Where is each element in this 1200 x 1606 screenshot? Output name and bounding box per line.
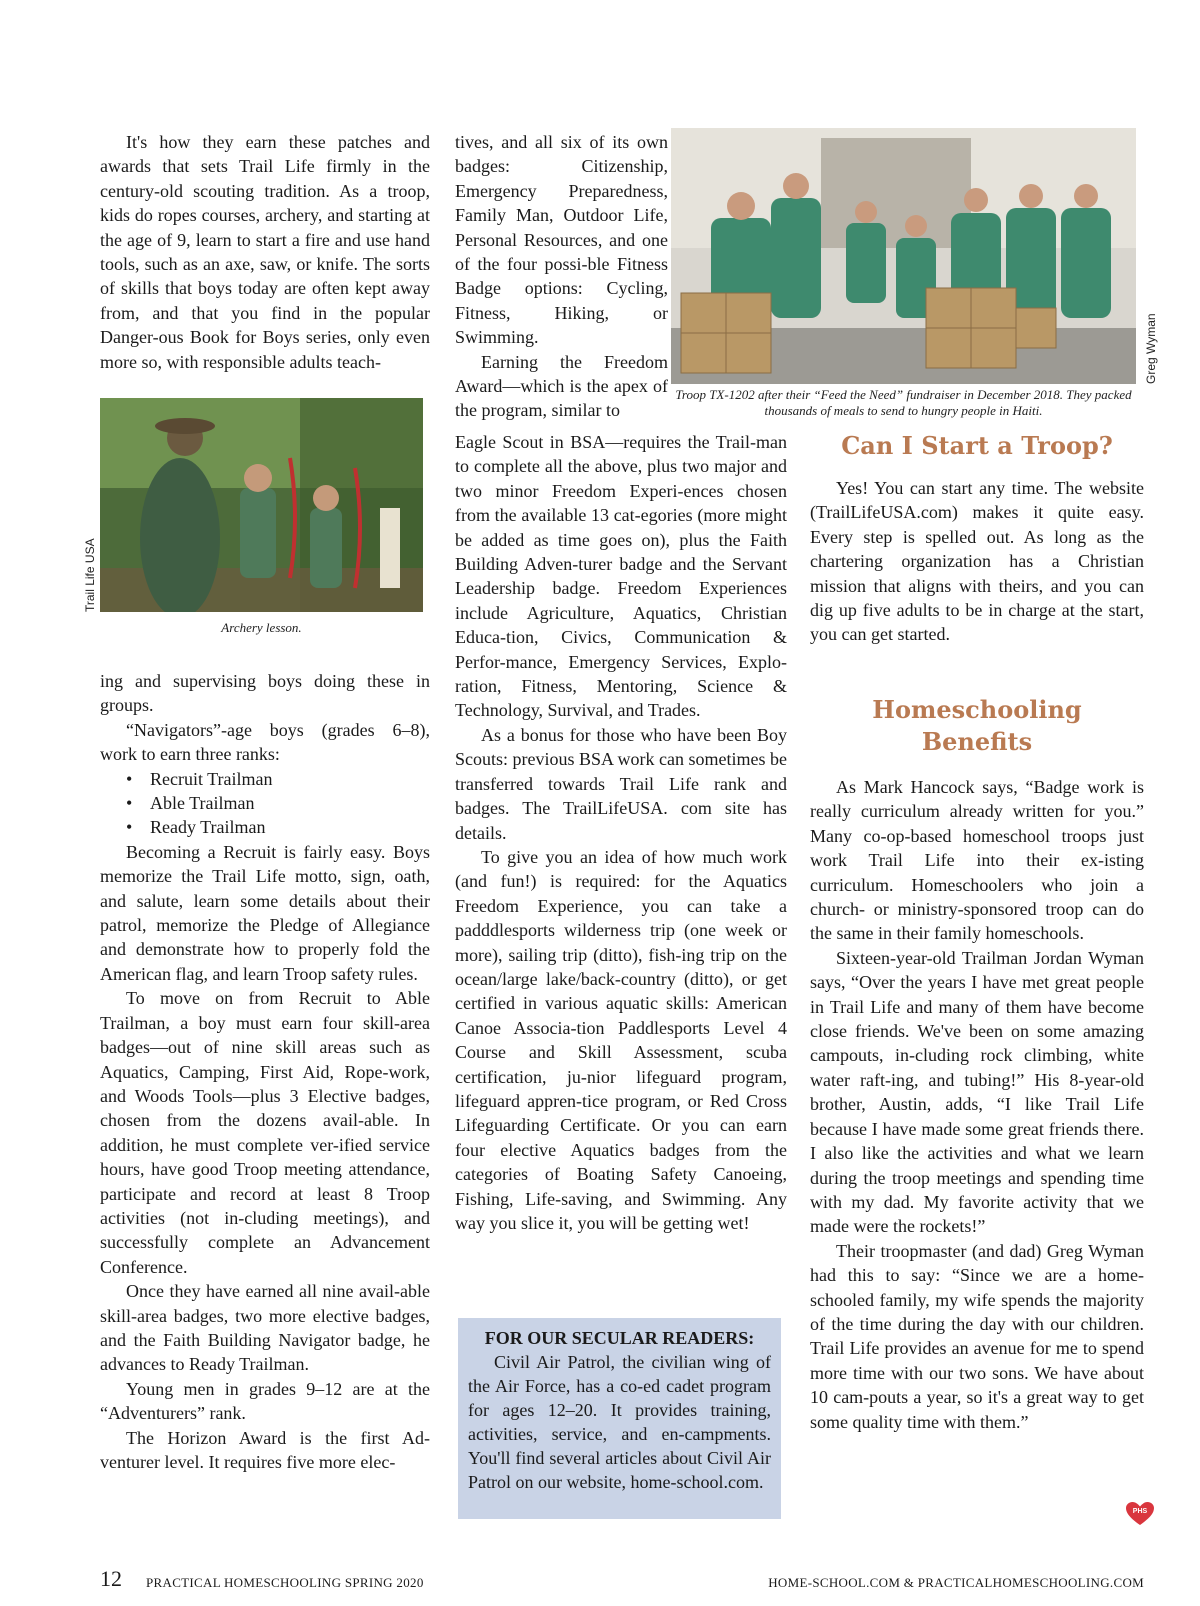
body-paragraph: tives, and all six of its own badges: Citizenship, Emergency Preparedness, Family Man, Outdoor Life, Personal Resources, and one of the four possi-ble Fitness Badge options: Cycling, Fitness, Hiking, or Swimming. bbox=[455, 132, 668, 348]
column-1-lower bbox=[100, 669, 430, 1474]
troop-photo bbox=[671, 128, 1136, 384]
column-3-lower bbox=[810, 775, 1144, 1434]
body-paragraph: As Mark Hancock says, “Badge work is really curriculum already written for you.” Many co-op-based homeschool troops just work Trail Life into their ex-isting curriculum. Homeschoolers who join a church- or ministry-sponsored troop can do the same in their family homeschools. bbox=[810, 777, 1144, 944]
sidebar-title: FOR OUR SECULAR READERS: bbox=[484, 1328, 755, 1348]
list-item: • Ready Trailman bbox=[126, 815, 430, 839]
photo-caption: Troop TX-1202 after their “Feed the Need” fundraiser in December 2018. They packed thousands of meals to send to hungry people in Haiti. bbox=[675, 387, 1132, 418]
body-paragraph: Young men in grades 9–12 are at the “Adventurers” rank. bbox=[100, 1378, 430, 1424]
list-item: • Recruit Trailman bbox=[126, 767, 430, 791]
section-heading: Can I Start a Troop? bbox=[841, 431, 1113, 460]
footer-website: HOME-SCHOOL.COM & PRACTICALHOMESCHOOLING.COM bbox=[768, 1575, 1144, 1590]
body-paragraph: Sixteen-year-old Trailman Jordan Wyman says, “Over the years I have met great people in Trail Life and many of them have become close friends. We've been on some amazing campouts, in-cluding rock climbing, white water raft-ing, and tubing!” His 8-year-old brother, Austin, adds, “I like Trail Life because I have made some great friends there. I also like the activities and what we learn during the troop meetings and spending time with my dad. My favorite activity that we made were the rockets!” bbox=[810, 947, 1144, 1237]
body-paragraph: Their troopmaster (and dad) Greg Wyman had this to say: “Since we are a home-schooled family, my wife spends the majority of the time during the day with our children. Trail Life provides an avenue for me to spend more time with our two sons. We have about 10 cam-pouts a year, so it's a great way to get some quality time with them.” bbox=[810, 1240, 1144, 1432]
sidebar-body: Civil Air Patrol, the civilian wing of the Air Force, has a co-ed cadet program for ages 12–20. It provides training, activities, service, and en-campments. You'll find several articles about Civil Air Patrol on our website, home-school.com. bbox=[468, 1352, 771, 1492]
photo-credit: Greg Wyman bbox=[1144, 313, 1158, 384]
ranks-list bbox=[100, 767, 430, 840]
photo-caption: Archery lesson. bbox=[221, 620, 302, 635]
archery-photo bbox=[100, 398, 423, 612]
section-heading: Homeschooling Benefits bbox=[872, 695, 1082, 756]
body-paragraph: To give you an idea of how much work (and fun!) is required: for the Aquatics Freedom Experience, you can take a padddlesports wilderness trip (one week or more), sailing trip (ditto), fish-ing trip on the ocean/large lake/back-country (ditto), or get certified in various aquatic skills: American Canoe Associa-tion Paddlesports Level 4 Course and Skill Assessment, scuba certification, ju-nior lifeguard program, lifeguard appren-tice program, or Red Cross Lifeguarding Certificate. Or you can earn four elective Aquatics badges from the categories of Boating Safety Canoeing, Fishing, Life-saving, and Swimming. Any way you slice it, you will be getting wet! bbox=[455, 846, 787, 1233]
body-paragraph: Once they have earned all nine avail-able skill-area badges, two more elective badges, and the Faith Building Navigator badge, he advances to Ready Trailman. bbox=[100, 1281, 430, 1375]
body-paragraph: The Horizon Award is the first Ad-venturer level. It requires five more elec- bbox=[100, 1427, 430, 1472]
end-mark-icon bbox=[1126, 1502, 1154, 1526]
column-2-upper bbox=[455, 130, 668, 423]
end-mark-label: PHS bbox=[1132, 1508, 1148, 1515]
footer-publication: PRACTICAL HOMESCHOOLING SPRING 2020 bbox=[146, 1575, 424, 1590]
body-paragraph: Eagle Scout in BSA—requires the Trail-man to complete all the above, plus two major and two minor Freedom Experi-ences chosen from the available 13 cat-egories (more might be added as time goes on), plus the Faith Building Adven-turer badge and the Servant Leadership badge. Freedom Experiences include Agriculture, Aquatics, Christian Educa-tion, Civics, Communication & Perfor-mance, Emergency Services, Explo-ration, Fitness, Mentoring, Science & Technology, Survival, and Trades. bbox=[455, 432, 787, 721]
column-2-lower bbox=[455, 430, 787, 1235]
body-paragraph: ing and supervising boys doing these in groups. bbox=[100, 671, 430, 716]
secular-readers-sidebar bbox=[458, 1318, 781, 1519]
body-paragraph: Earning the Freedom Award—which is the apex of the program, similar to bbox=[455, 351, 668, 421]
body-paragraph: As a bonus for those who have been Boy Scouts: previous BSA work can sometimes be transferred towards Trail Life rank and badges. The TrailLifeUSA. com site has details. bbox=[455, 724, 787, 843]
body-paragraph: “Navigators”-age boys (grades 6–8), work to earn three ranks: bbox=[100, 719, 430, 765]
body-paragraph: To move on from Recruit to Able Trailman, a boy must earn four skill-area badges—out of nine skill areas such as Aquatics, Camping, First Aid, Rope-work, and Woods Tools—plus 3 Elective badges, chosen from the dozens avail-able. In addition, he must complete ver-ified service hours, have good Troop meeting attendance, participate and record at least 8 Troop activities (not in-cluding meetings), and successfully complete an Advancement Conference. bbox=[100, 988, 430, 1277]
list-item: • Able Trailman bbox=[126, 791, 430, 815]
page-number: 12 bbox=[100, 1566, 122, 1591]
column-1-upper bbox=[100, 130, 430, 374]
body-paragraph: It's how they earn these patches and awards that sets Trail Life firmly in the century-old scouting tradition. As a troop, kids do ropes courses, archery, and starting at the age of 9, learn to start a fire and use hand tools, such as an axe, saw, or knife. The sorts of skills that boys today are often kept away from, and that you find in the popular Danger-ous Book for Boys series, only even more so, with responsible adults teach- bbox=[100, 132, 430, 372]
column-3-upper bbox=[810, 476, 1144, 647]
body-paragraph: Becoming a Recruit is fairly easy. Boys memorize the Trail Life motto, sign, oath, and salute, learn some details about their patrol, memorize the Pledge of Allegiance and demonstrate how to properly fold the American flag, and learn Troop safety rules. bbox=[100, 841, 430, 984]
body-paragraph: Yes! You can start any time. The website (TrailLifeUSA.com) makes it quite easy. Every step is spelled out. As long as the chartering organization has a Christian mission that aligns with theirs, and you can dig up five adults to be in charge at the start, you can get started. bbox=[810, 478, 1144, 645]
photo-credit: Trail Life USA bbox=[83, 538, 97, 612]
